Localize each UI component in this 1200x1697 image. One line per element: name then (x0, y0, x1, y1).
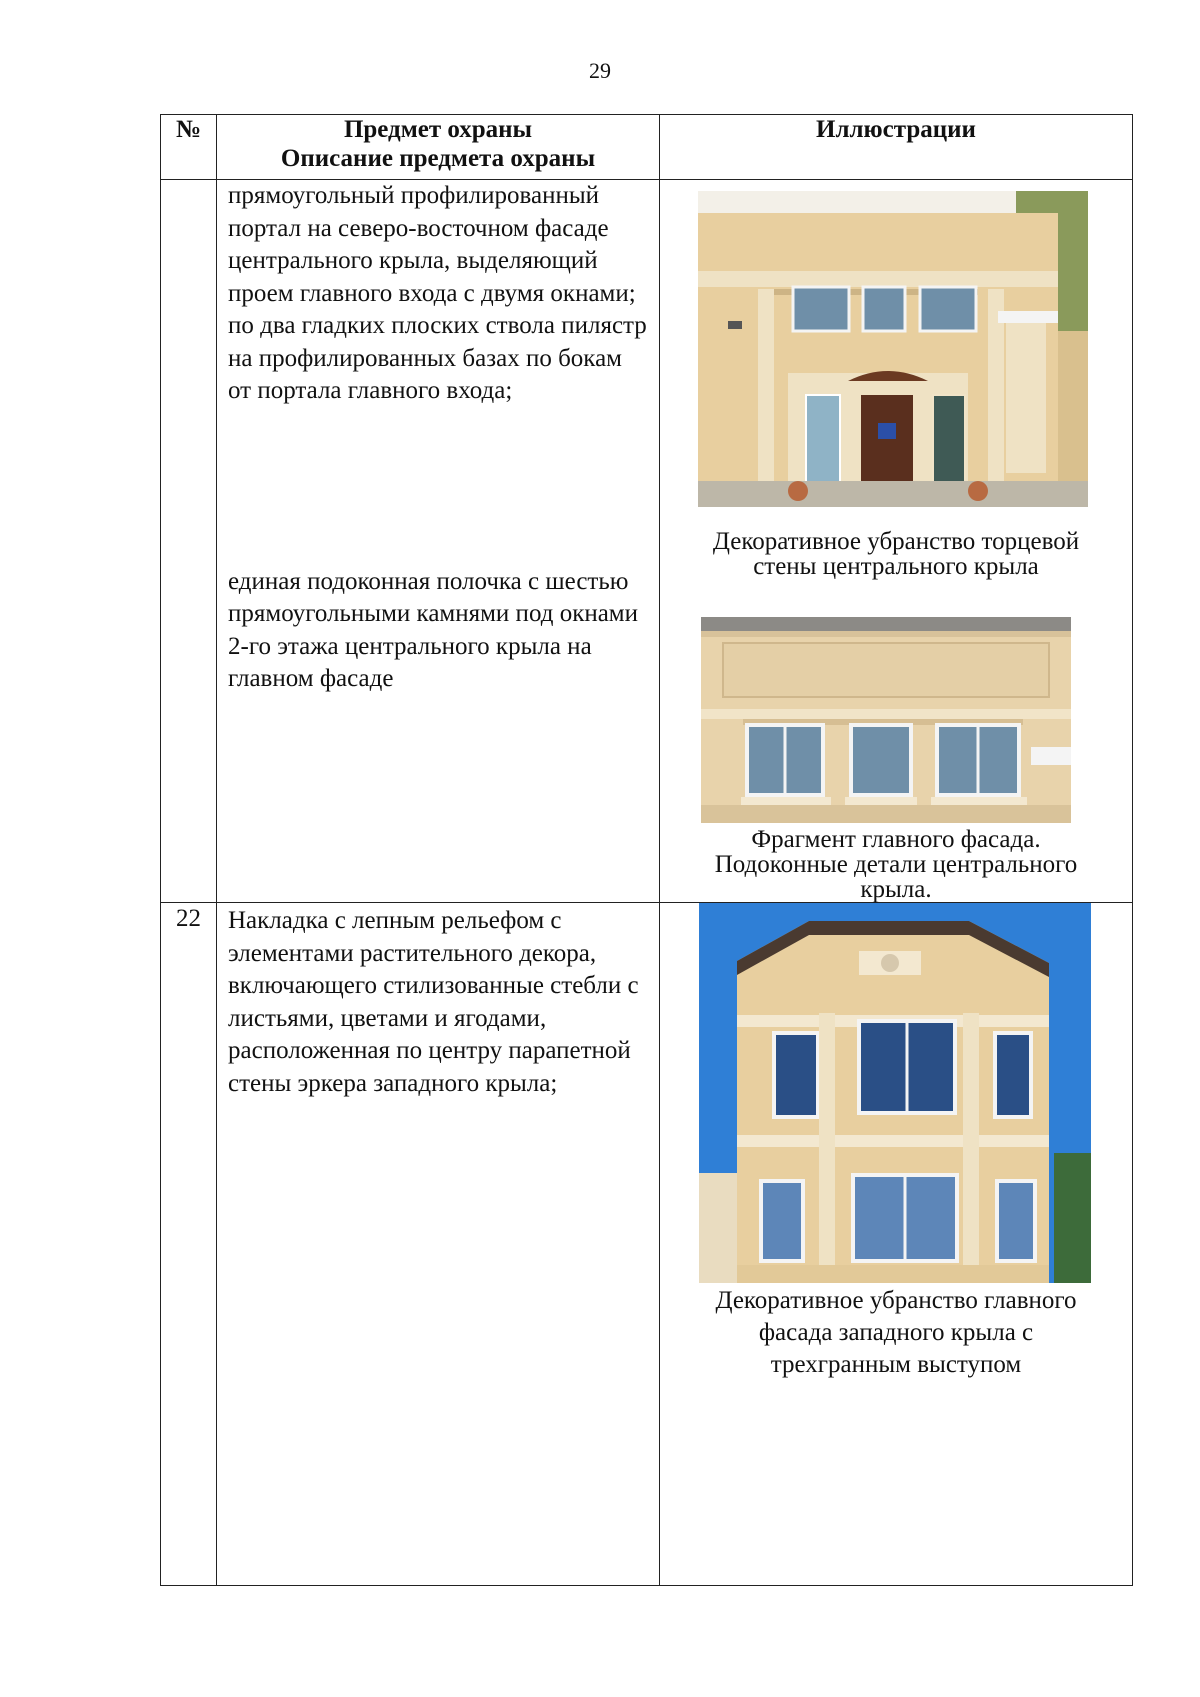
figure-west-wing (660, 903, 1132, 1381)
photo-central-wing-portal (698, 191, 1088, 507)
caption-line: Подоконные детали центрального (714, 851, 1078, 878)
row-illustrations (660, 180, 1133, 903)
figure-caption (660, 827, 1132, 902)
description-paragraph: прямоугольный профилированный портал на северо-восточном фасаде центрального крыла, выделяющий проем главного входа с двумя окнами; (228, 182, 636, 307)
photo-west-wing-bay (699, 903, 1091, 1283)
figure-caption (660, 529, 1132, 579)
row-description (217, 903, 660, 1586)
row-description (217, 180, 660, 903)
page-number: 29 (589, 58, 611, 83)
figure-window-sills (660, 617, 1132, 902)
figure-caption (660, 1285, 1132, 1381)
caption-line: Фрагмент главного фасада. (751, 826, 1041, 853)
caption-line: стены центрального крыла (753, 553, 1039, 580)
header-illustrations: Иллюстрации (660, 115, 1133, 180)
table-row (161, 180, 1133, 903)
table-row (161, 903, 1133, 1586)
description-paragraph: единая подоконная полочка с шестью прямоугольными камнями под окнами 2-го этажа центрального крыла на главном фасаде (228, 567, 639, 692)
row-illustrations (660, 903, 1133, 1586)
caption-line: фасада западного крыла с (758, 1319, 1034, 1346)
caption-line: трехгранным выступом (770, 1351, 1022, 1378)
header-num: № (161, 115, 217, 180)
heritage-table (160, 114, 1133, 1586)
description-paragraph: по два гладких плоских ствола пилястр на профилированных базах по бокам от портала главного входа; (228, 312, 647, 404)
photo-window-sills (701, 617, 1071, 823)
figure-facade-portal (660, 180, 1132, 579)
caption-line: крыла. (860, 876, 932, 903)
table-header-row (161, 115, 1133, 180)
caption-line: Декоративное убранство главного (715, 1287, 1077, 1314)
row-number: 22 (161, 903, 217, 1586)
header-subject-line2: Описание предмета охраны (280, 145, 596, 172)
header-subject (217, 115, 660, 180)
header-subject-line1: Предмет охраны (343, 116, 533, 143)
row-number (161, 180, 217, 903)
caption-line: Декоративное убранство торцевой (712, 528, 1080, 555)
description-paragraph: Накладка с лепным рельефом с элементами растительного декора, включающего стилизованные стебли с листьями, цветами и ягодами, расположенная по центру парапетной стены эркера западного крыла; (228, 907, 639, 1097)
